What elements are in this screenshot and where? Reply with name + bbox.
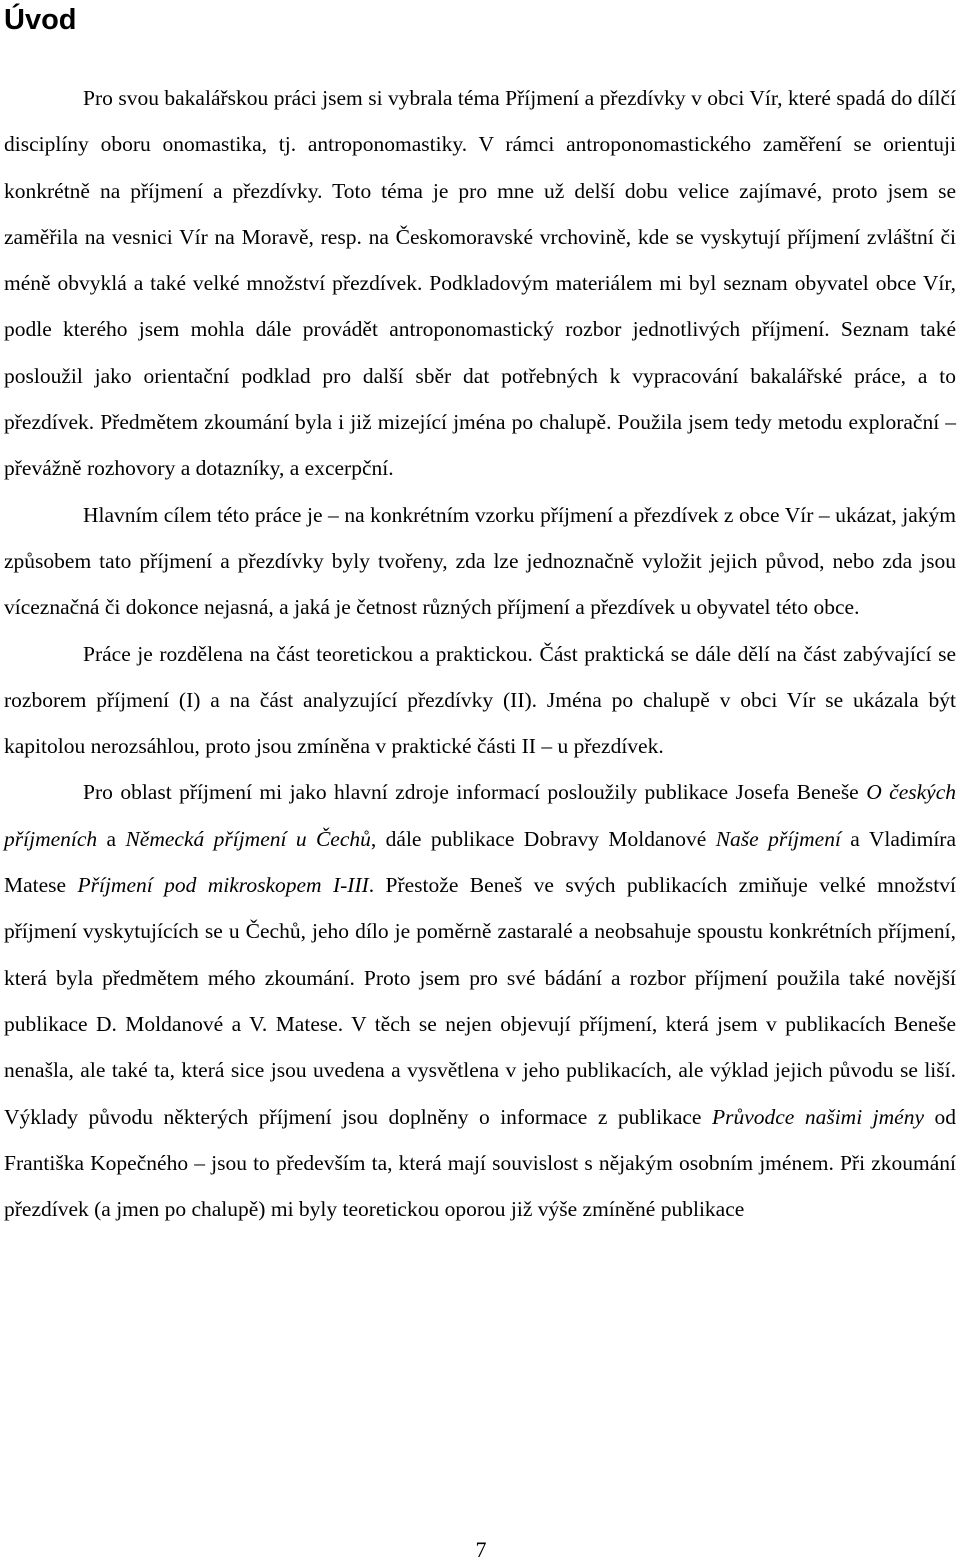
paragraph-1: Pro svou bakalářskou práci jsem si vybrala téma Příjmení a přezdívky v obci Vír, které spadá do dílčí disciplíny oboru onomastika, tj. antroponomastiky. V rámci antroponomastického zaměření se orientuji konkrétně na příjmení a přezdívky. Toto téma je pro mne už delší dobu velice zajímavé, proto jsem se zaměřila na vesnici Vír na Moravě, resp. na Českomoravské vrchovině, kde se vyskytují příjmení zvláštní či méně obvyklá a také velké množství přezdívek. Podkladovým materiálem mi byl seznam obyvatel obce Vír, podle kterého jsem mohla dále provádět antroponomastický rozbor jednotlivých příjmení. Seznam také posloužil jako orientační podklad pro další sběr dat potřebných k vypracování bakalářské práce, a to přezdívek. Předmětem zkoumání byla i již mizející jména po chalupě. Použila jsem tedy metodu explorační – převážně rozhovory a dotazníky, a excerpční.: [4, 86, 956, 481]
paragraph-3: Práce je rozdělena na část teoretickou a praktickou. Část praktická se dále dělí na část zabývající se rozborem příjmení (I) a na část analyzující přezdívky (II). Jména po chalupě v obci Vír se ukázala být kapitolou nerozsáhlou, proto jsou zmíněna v praktické části II – u přezdívek.: [4, 641, 956, 759]
book-title: O českých příjmeních: [4, 780, 956, 851]
page-number: 7: [475, 1537, 487, 1562]
paragraph-4-text: . Přestože Beneš ve svých publikacích zmiňuje velké množství příjmení vyskytujících se u Čechů, jeho dílo je poměrně zastaralé a neobsahuje spoustu konkrétních příjmení, která byla předmětem mého zkoumání. Proto jsem pro své bádání a rozbor příjmení použila také novější publikace D. Moldanové a V. Matese. V těch se nejen objevují příjmení, která jsem v publikacích Beneše nenašla, ale také ta, která sice jsou uvedena a vysvětlena v jeho publikacích, ale výklad jejich původu se liší. Výklady původu některých příjmení jsou doplněny o informace z publikace: [4, 873, 956, 1129]
book-title: Příjmení pod mikroskopem I-III: [77, 873, 369, 898]
book-title: Naše příjmení: [715, 826, 841, 851]
paragraph-4-text: a: [97, 826, 126, 851]
paragraph-4-text: , dále publikace Dobravy Moldanové: [370, 826, 716, 851]
paragraph-4-text: od Františka Kopečného – jsou to především ta, která mají souvislost s nějakým osobním jménem. Při zkoumání přezdívek (a jmen po chalupě) mi byly teoretickou oporou již výše zmíněné publikace: [4, 1104, 956, 1222]
paragraph-4-text: a Vladimíra Matese: [4, 826, 957, 898]
body-text: [4, 75, 956, 1232]
book-title: Průvodce našimi jmény: [711, 1104, 924, 1129]
paragraph-2: Hlavním cílem této práce je – na konkrétním vzorku příjmení a přezdívek z obce Vír – ukázat, jakým způsobem tato příjmení a přezdívky byly tvořeny, zda lze jednoznačně vyložit jejich původ, nebo zda jsou víceznačná či dokonce nejasná, a jaká je četnost různých příjmení a přezdívek u obyvatel této obce.: [4, 502, 956, 620]
section-heading: Úvod: [4, 4, 77, 36]
paragraph-4: [4, 769, 956, 1232]
paragraph-4-text: Pro oblast příjmení mi jako hlavní zdroje informací posloužily publikace Josefa Beneše: [83, 780, 867, 805]
book-title: Německá příjmení u Čechů: [125, 826, 371, 851]
